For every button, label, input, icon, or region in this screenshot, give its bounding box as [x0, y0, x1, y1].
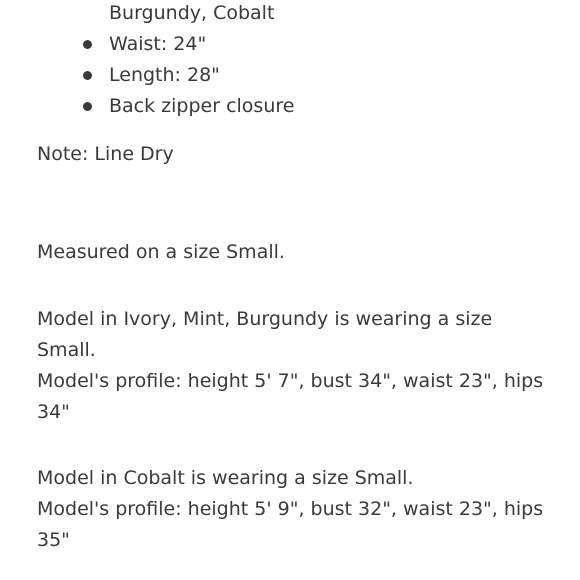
model-size-line: Model in Ivory, Mint, Burgundy is wearing a size [37, 308, 493, 330]
model-size-line-cont: Small. [37, 339, 96, 361]
model-info-cobalt [37, 463, 543, 556]
model-info-ivory-mint-burgundy [37, 304, 543, 428]
model-profile-line: Model's profile: height 5' 9", bust 32", waist 23", hips [37, 498, 544, 520]
care-note-text: Note: Line Dry [37, 143, 174, 165]
feature-text: Burgundy, Cobalt [109, 2, 275, 24]
feature-text: Waist: 24" [109, 33, 207, 55]
care-note [37, 139, 174, 170]
feature-item-colors-continued [0, 0, 580, 29]
feature-list [0, 0, 580, 122]
feature-item-waist [0, 29, 580, 60]
bullet-icon [83, 102, 92, 111]
feature-text: Back zipper closure [109, 95, 295, 117]
feature-item-closure [0, 91, 580, 122]
model-profile-line-cont: 34" [37, 401, 70, 423]
bullet-icon [83, 71, 92, 80]
measurement-note-text: Measured on a size Small. [37, 241, 285, 263]
model-size-line: Model in Cobalt is wearing a size Small. [37, 467, 414, 489]
feature-text: Length: 28" [109, 64, 220, 86]
bullet-icon [83, 40, 92, 49]
model-profile-line-cont: 35" [37, 529, 70, 551]
measurement-note [37, 237, 285, 268]
model-profile-line: Model's profile: height 5' 7", bust 34", waist 23", hips [37, 370, 544, 392]
feature-item-length [0, 60, 580, 91]
